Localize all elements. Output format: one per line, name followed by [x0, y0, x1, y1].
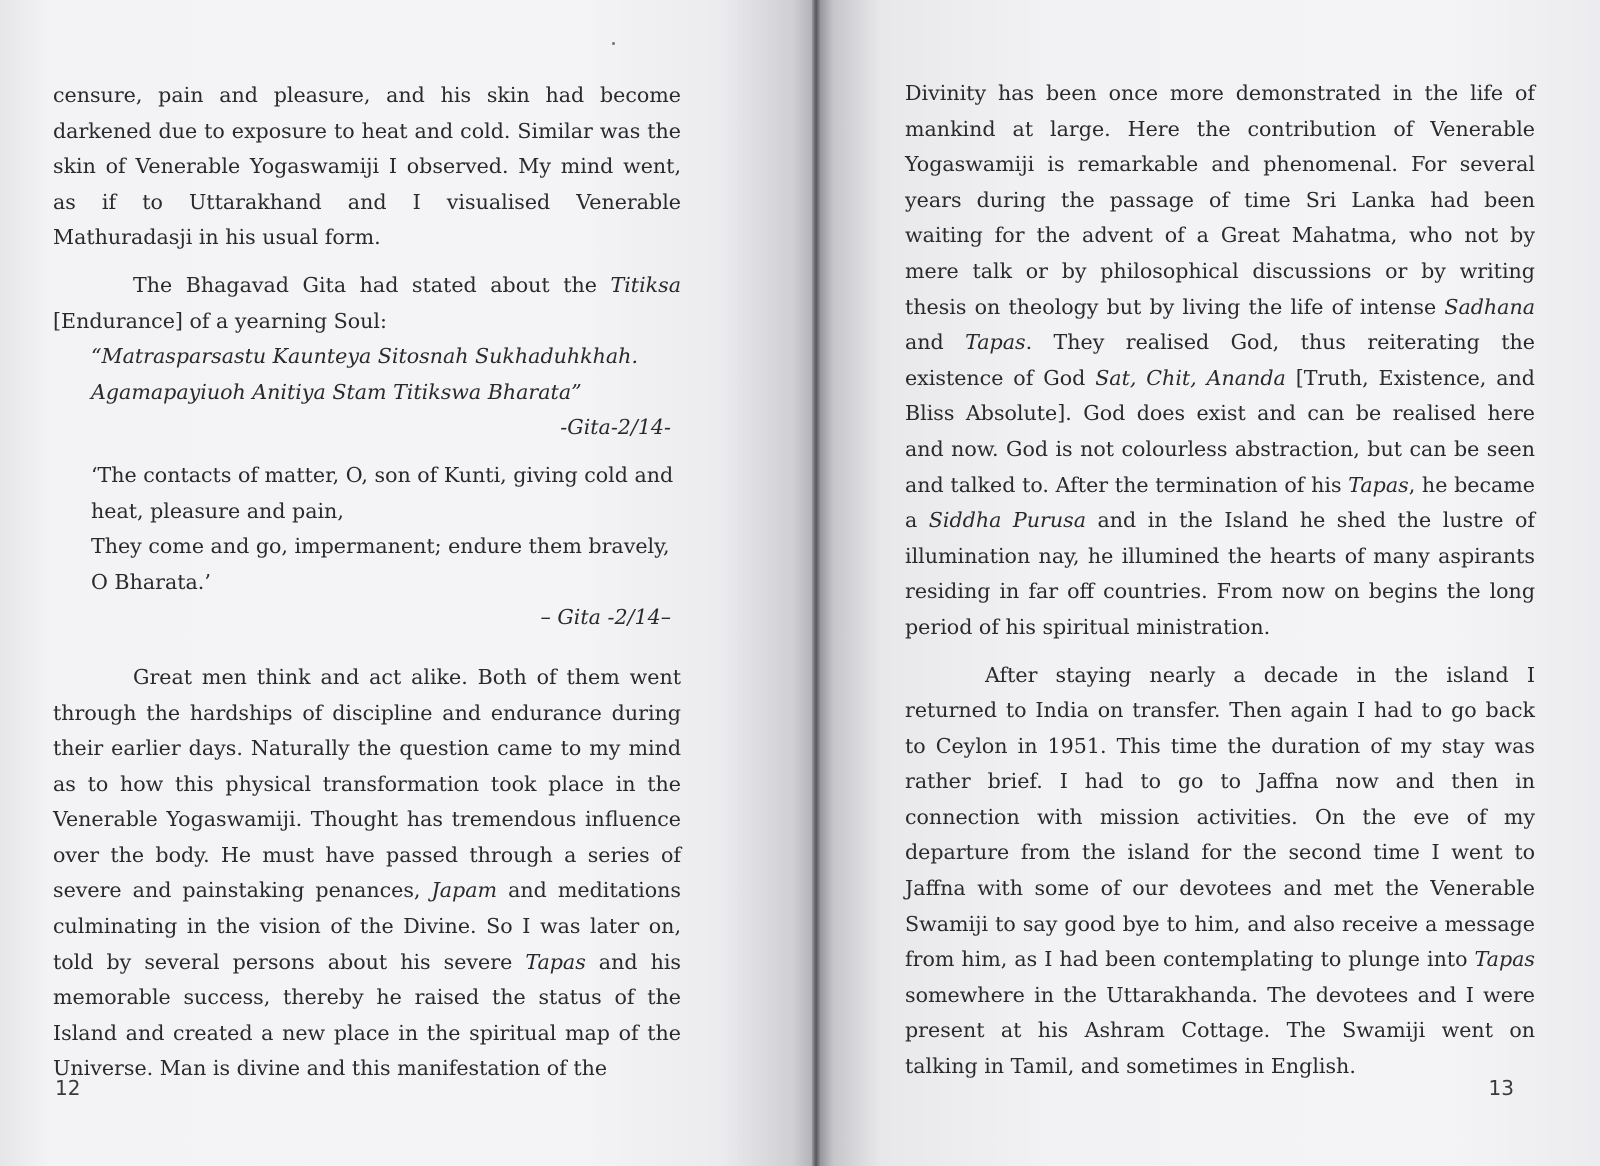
left-page-body: [53, 78, 681, 1087]
page-number-left: 12: [55, 1076, 81, 1100]
translation-line-2: heat, pleasure and pain,: [91, 498, 344, 523]
page-number-right: 13: [1488, 1076, 1514, 1100]
translation-citation: – Gita -2/14–: [540, 605, 671, 630]
left-paragraph-1: censure, pain and pleasure, and his skin had become darkened due to exposure to heat and cold. Similar was the skin of Venerable Yogaswamiji I observed. My mind went, as if to Uttarakhand and I visualised Venerable Mathuradasji in his usual form.: [53, 83, 681, 250]
right-paragraph-1: Divinity has been once more demonstrated in the life of mankind at large. Here the contribution of Venerable Yogaswamiji is remarkable and phenomenal. For several years during the passage of time Sri Lanka had been waiting for the advent of a Great Mahatma, who not by mere talk or by philosophical discussions or by writing thesis on theology but by living the life of intense Sadhana and Tapas. They realised God, thus reiterating the existence of God Sat, Chit, Ananda [Truth, Existence, and Bliss Absolute]. God does exist and can be realised here and now. God is not colourless abstraction, but can be seen and talked to. After the termination of his Tapas, he became a Siddha Purusa and in the Island he shed the lustre of illumination nay, he illumined the hearts of many aspirants residing in far off countries. From now on begins the long period of his spiritual ministration.: [905, 81, 1535, 639]
paper-speck: [612, 42, 615, 45]
verse-translation: [53, 458, 681, 600]
right-paragraph-2: After staying nearly a decade in the island I returned to India on transfer. Then again I had to go back to Ceylon in 1951. This time the duration of my stay was rather brief. I had to go to Jaffna now and then in connection with mission activities. On the eve of my departure from the island for the second time I went to Jaffna with some of our devotees and met the Venerable Swamiji to say good bye to him, and also receive a message from him, as I had been contemplating to plunge into Tapas somewhere in the Uttarakhanda. The devotees and I were present at his Ashram Cottage. The Swamiji went on talking in Tamil, and sometimes in English.: [905, 662, 1535, 1079]
left-paragraph-3: Great men think and act alike. Both of them went through the hardships of discipline and endurance during their earlier days. Naturally the question came to my mind as to how this physical transformation took place in the Venerable Yogaswamiji. Thought has tremendous influence over the body. He must have passed through a series of severe and painstaking penances, Japam and meditations culminating in the vision of the Divine. So I was later on, told by several persons about his severe Tapas and his memorable success, thereby he raised the status of the Island and created a new place in the spiritual map of the Universe. Man is divine and this manifestation of the: [53, 664, 681, 1081]
right-page-body: [905, 76, 1535, 1085]
sanskrit-verse: [53, 339, 681, 410]
verse-line-1: “Matrasparsastu Kaunteya Sitosnah Sukhaduhkhah.: [91, 344, 638, 369]
verse-line-2: Agamapayiuoh Anitiya Stam Titikswa Bharata”: [91, 379, 582, 404]
left-paragraph-2: The Bhagavad Gita had stated about the Titiksa [Endurance] of a yearning Soul:: [53, 272, 681, 333]
verse-citation: -Gita-2/14-: [560, 415, 671, 440]
book-gutter: [812, 0, 820, 1166]
right-page: [818, 0, 1600, 1166]
translation-line-4: O Bharata.’: [91, 569, 211, 594]
translation-line-3: They come and go, impermanent; endure them bravely,: [91, 534, 670, 559]
translation-line-1: ‘The contacts of matter, O, son of Kunti, giving cold and: [91, 462, 674, 487]
